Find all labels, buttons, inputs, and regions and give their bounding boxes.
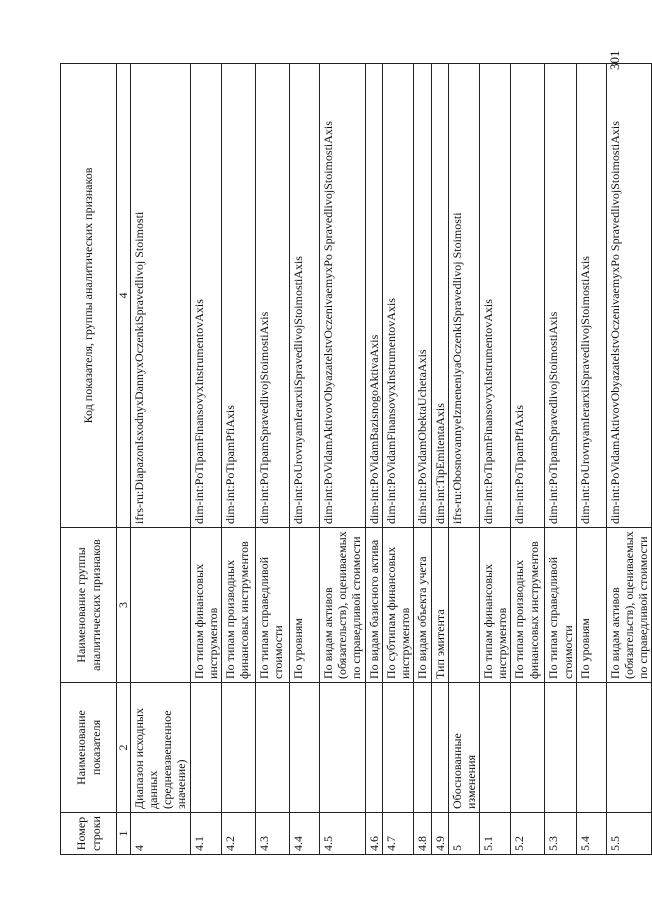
indicator-code-cell: dim-int:TipEmitentaAxis [431,64,448,528]
indicator-name-cell [545,683,576,813]
group-name-cell: По типам справедливой стоимости [545,528,576,683]
indicator-code-cell: dim-int:PoTipamPfiAxis [511,64,545,528]
indicator-code-cell: dim-int:PoUrovnyamIerarxiiSpravedlivojStoimostiAxis [576,64,606,528]
indicator-name-cell [511,683,545,813]
group-name-cell: По типам производных финансовых инструментов [511,528,545,683]
table-row [480,64,511,855]
table-row [545,64,576,855]
table-body [131,64,652,855]
header-group-name: Наименование группы аналитических признаков [61,528,117,683]
group-name-cell: По субтипам финансовых инструментов [383,528,414,683]
table-row [448,64,479,855]
table-row [131,64,191,855]
indicator-table [60,63,652,855]
row-number-cell: 4.6 [365,813,382,855]
table-row [511,64,545,855]
row-number-cell: 4.8 [414,813,431,855]
table-row [190,64,221,855]
indicator-name-cell [255,683,289,813]
indicator-name-cell [319,683,365,813]
row-number-cell: 4 [131,813,191,855]
indicator-name-cell [431,683,448,813]
indicator-name-cell [190,683,221,813]
table-row [255,64,289,855]
table-row [319,64,365,855]
column-number: 3 [117,528,131,683]
rotated-table-container [60,63,650,855]
table-row [221,64,255,855]
indicator-name-cell [365,683,382,813]
indicator-name-cell: Обоснованные изменения [448,683,479,813]
indicator-name-cell [480,683,511,813]
table-row [576,64,606,855]
row-number-cell: 4.2 [221,813,255,855]
row-number-cell: 4.7 [383,813,414,855]
row-number-cell: 4.3 [255,813,289,855]
table-row [289,64,319,855]
indicator-name-cell: Диапазон исходных данных (средневзвешенное значение) [131,683,191,813]
group-name-cell: По типам справедливой стоимости [255,528,289,683]
row-number-cell: 4.9 [431,813,448,855]
indicator-name-cell [414,683,431,813]
group-name-cell: Тип эмитента [431,528,448,683]
indicator-name-cell [383,683,414,813]
group-name-cell: По типам финансовых инструментов [190,528,221,683]
indicator-code-cell: dim-int:PoTipamSpravedlivojStoimostiAxis [255,64,289,528]
row-number-cell: 5.1 [480,813,511,855]
indicator-code-cell: dim-int:PoTipamSpravedlivojStoimostiAxis [545,64,576,528]
indicator-code-cell: dim-int:PoVidamAktivovObyazatelstvOczenivaemyxPo SpravedlivojStoimostiAxis [319,64,365,528]
indicator-code-cell: dim-int:PoVidamBazisnogoAktivaAxis [365,64,382,528]
indicator-name-cell [576,683,606,813]
indicator-code-cell: ifrs-ru:DiapazonIsxodnyxDannyxOczenkiSpravedlivoj Stoimosti [131,64,191,528]
group-name-cell: По видам базисного актива [365,528,382,683]
group-name-cell: По видам активов (обязательств), оцениваемых по справедливой стоимости [319,528,365,683]
row-number-cell: 5.5 [606,813,651,855]
group-name-cell: По типам производных финансовых инструментов [221,528,255,683]
indicator-name-cell [289,683,319,813]
group-name-cell [131,528,191,683]
header-row-number: Номер строки [61,813,117,855]
column-number: 1 [117,813,131,855]
table-row [414,64,431,855]
indicator-code-cell: dim-int:PoUrovnyamIerarxiiSpravedlivojStoimostiAxis [289,64,319,528]
row-number-cell: 5.4 [576,813,606,855]
row-number-cell: 5.2 [511,813,545,855]
table-header [61,64,131,855]
row-number-cell: 5 [448,813,479,855]
indicator-code-cell: dim-int:PoTipamPfiAxis [221,64,255,528]
group-name-cell: По видам активов (обязательств), оцениваемых по справедливой стоимости [606,528,651,683]
header-indicator-code: Код показателя, группы аналитических признаков [61,64,117,528]
table-row [383,64,414,855]
indicator-code-cell: dim-int:PoVidamObektaUchetaAxis [414,64,431,528]
column-number: 2 [117,683,131,813]
group-name-cell: По видам объекта учета [414,528,431,683]
group-name-cell: По уровням [576,528,606,683]
header-indicator-name: Наименование показателя [61,683,117,813]
indicator-name-cell [221,683,255,813]
group-name-cell: По типам финансовых инструментов [480,528,511,683]
row-number-cell: 5.3 [545,813,576,855]
table-row [606,64,651,855]
row-number-cell: 4.1 [190,813,221,855]
page-number: 301 [607,50,622,70]
indicator-name-cell [606,683,651,813]
indicator-code-cell: dim-int:PoVidamFinansovyxInstrumentovAxis [383,64,414,528]
row-number-cell: 4.4 [289,813,319,855]
table-row [365,64,382,855]
indicator-code-cell: dim-int:PoTipamFinansovyxInstrumentovAxis [480,64,511,528]
group-name-cell: По уровням [289,528,319,683]
column-number: 4 [117,64,131,528]
table-row [431,64,448,855]
group-name-cell [448,528,479,683]
indicator-code-cell: dim-int:PoVidamAktivovObyazatelstvOczenivaemyxPo SpravedlivojStoimostiAxis [606,64,651,528]
indicator-code-cell: ifrs-ru:ObosnovannyeIzmeneniyaOczenkiSpravedlivoj Stoimosti [448,64,479,528]
indicator-code-cell: dim-int:PoTipamFinansovyxInstrumentovAxis [190,64,221,528]
row-number-cell: 4.5 [319,813,365,855]
